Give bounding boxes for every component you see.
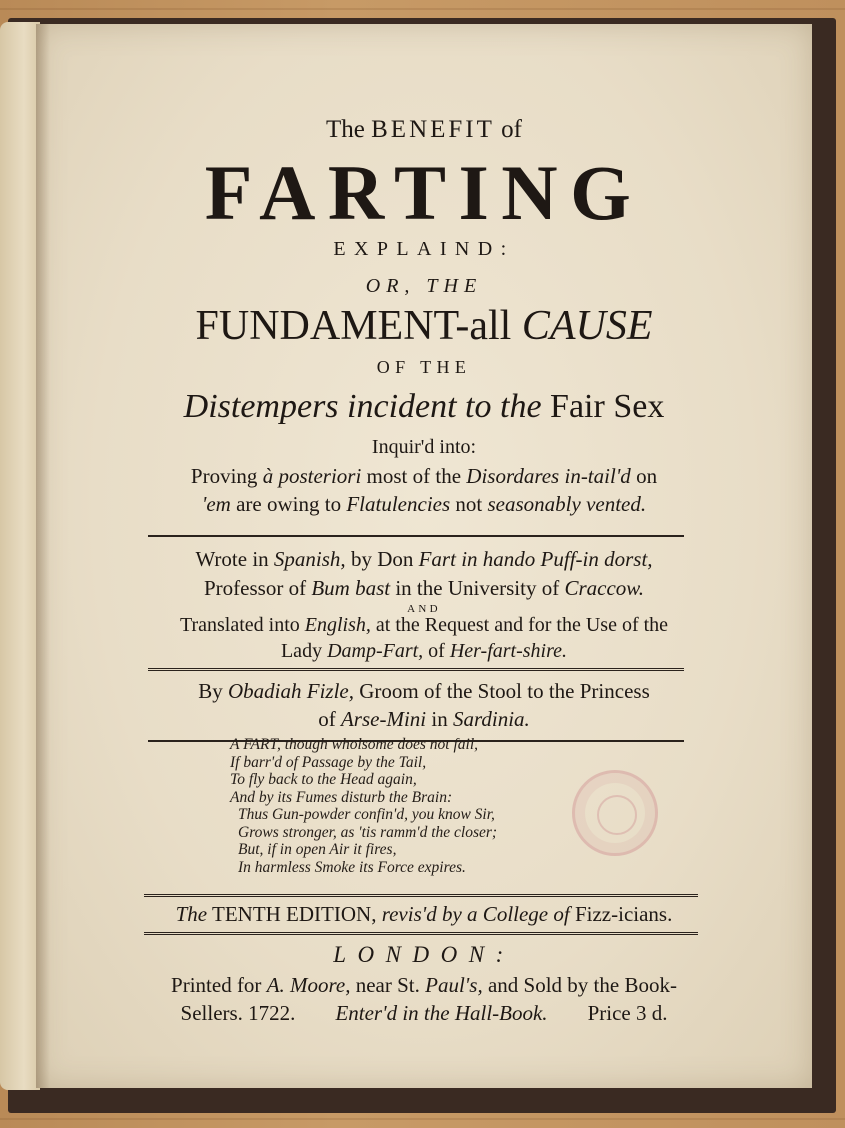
line-explaind: EXPLAIND:: [333, 238, 515, 260]
verse: [230, 736, 590, 876]
line-proving: Proving à posteriori most of the Disordares in-tail'd on: [190, 464, 658, 488]
line-imprint-1: Printed for A. Moore, near St. Paul's, and Sold by the Book-: [171, 973, 677, 997]
line-professor: Professor of Bum bast in the University of Craccow.: [204, 576, 644, 600]
line-by-obadiah: By Obadiah Fizle, Groom of the Stool to the Princess: [198, 679, 650, 703]
facing-page-edge: [0, 22, 40, 1090]
line-lady: Lady Damp-Fart, of Her-fart-shire.: [280, 640, 568, 662]
verse-line: Grows stronger, as 'tis ramm'd the closer;: [238, 823, 498, 841]
main-title: FARTING: [204, 149, 644, 236]
line-fundament: FUNDAMENT-all CAUSE: [195, 303, 653, 349]
line-inquird: Inquir'd into:: [371, 436, 477, 458]
verse-line: If barr'd of Passage by the Tail,: [230, 753, 427, 771]
library-stamp: [572, 770, 658, 856]
line-distempers: Distempers incident to the Fair Sex: [183, 388, 665, 425]
line-translated: Translated into English, at the Request and for the Use of the: [179, 614, 669, 636]
verse-line: To fly back to the Head again,: [230, 771, 417, 788]
line-imprint-2: Sellers. 1722. Enter'd in the Hall-Book. Price 3 d.: [180, 1001, 668, 1025]
verse-line: But, if in open Air it fires,: [238, 841, 397, 858]
line-london: LONDON:: [333, 942, 515, 967]
verse-line: Thus Gun-powder confin'd, you know Sir,: [238, 806, 495, 823]
line-arse-mini: of Arse-Mini in Sardinia.: [318, 707, 530, 731]
verse-line: And by its Fumes disturb the Brain:: [230, 788, 453, 806]
rule-1: [148, 535, 684, 537]
line-of-the: OF THE: [376, 357, 472, 377]
rule-2: [148, 668, 684, 671]
rule-4: [144, 894, 698, 897]
verse-line: A FART, though wholsome does not fail,: [230, 736, 479, 753]
line-owing: 'em are owing to Flatulencies not seasonably vented.: [201, 492, 647, 516]
line-the-benefit-of: The BENEFIT of: [326, 116, 522, 143]
line-and: AND: [407, 603, 441, 615]
line-edition: The TENTH EDITION, revis'd by a College of Fizz-icians.: [175, 902, 673, 926]
line-wrote-in: Wrote in Spanish, by Don Fart in hando Puff-in dorst,: [195, 547, 653, 571]
rule-5: [144, 932, 698, 935]
verse-line: In harmless Smoke its Force expires.: [238, 858, 466, 876]
line-or-the: OR, THE: [365, 275, 483, 297]
